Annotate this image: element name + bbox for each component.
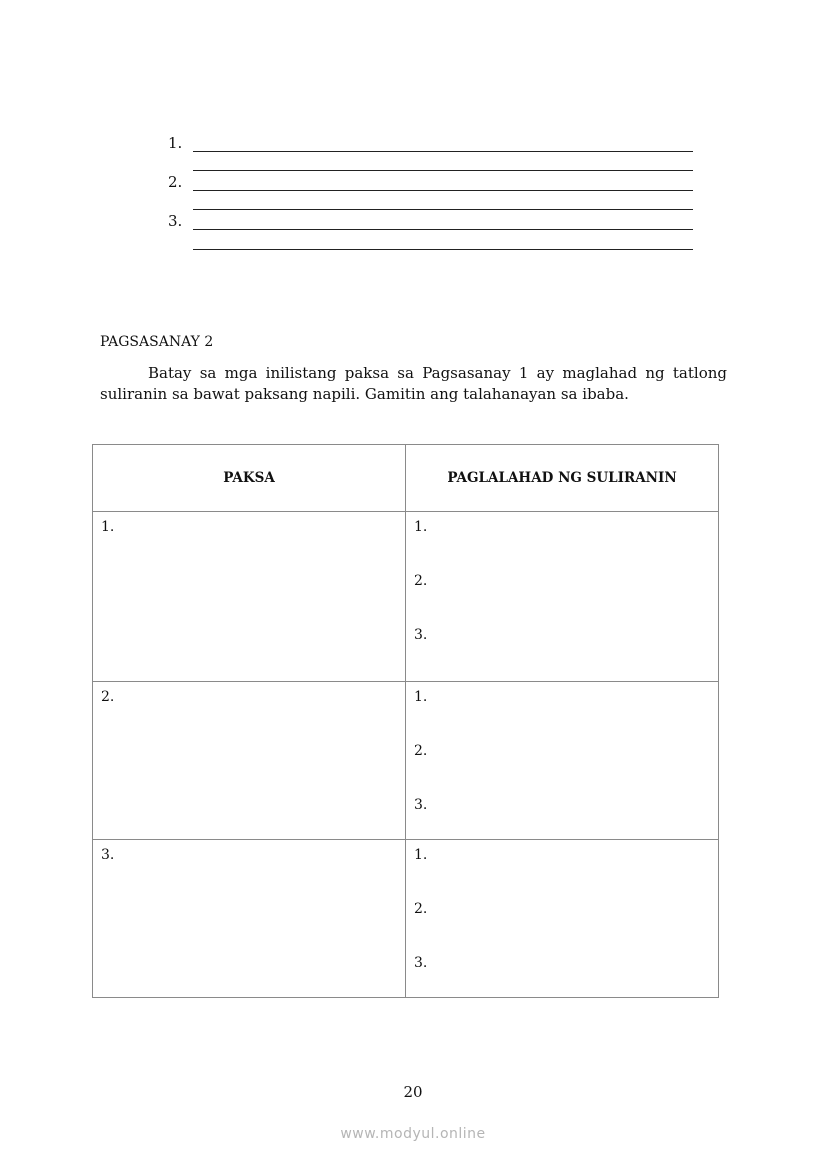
- paksa-cell[interactable]: [93, 840, 406, 998]
- answer-line-number: 2.: [168, 173, 183, 191]
- suliranin-number: 2.: [414, 573, 428, 589]
- table-row: [93, 840, 719, 998]
- table-row: [93, 682, 719, 840]
- paksa-suliranin-table: [92, 444, 719, 998]
- suliranin-cell[interactable]: [406, 512, 719, 682]
- answer-line-number: 1.: [168, 134, 183, 152]
- suliranin-cell[interactable]: [406, 682, 719, 840]
- page-number: 20: [403, 1083, 423, 1101]
- suliranin-number: 3.: [414, 955, 428, 971]
- suliranin-number: 2.: [414, 743, 428, 759]
- answer-line[interactable]: [193, 170, 693, 171]
- paksa-cell[interactable]: [93, 512, 406, 682]
- paksa-number: 2.: [101, 689, 115, 705]
- header-paksa: PAKSA: [93, 445, 406, 512]
- answer-line[interactable]: [193, 209, 693, 210]
- answer-line[interactable]: [193, 190, 693, 191]
- suliranin-number: 3.: [414, 627, 428, 643]
- section-title: PAGSASANAY 2: [100, 334, 214, 350]
- answer-line-number: 3.: [168, 212, 183, 230]
- header-paglalahad: PAGLALAHAD NG SULIRANIN: [406, 445, 719, 512]
- paksa-number: 1.: [101, 519, 115, 535]
- table-row: [93, 512, 719, 682]
- answer-line[interactable]: [193, 229, 693, 230]
- paksa-cell[interactable]: [93, 682, 406, 840]
- suliranin-number: 2.: [414, 901, 428, 917]
- suliranin-number: 3.: [414, 797, 428, 813]
- answer-line[interactable]: [193, 151, 693, 152]
- suliranin-number: 1.: [414, 847, 428, 863]
- instructions-paragraph: Batay sa mga inilistang paksa sa Pagsasanay 1 ay maglahad ng tatlong suliranin sa bawat paksang napili. Gamitin ang talahanayan sa ibaba.: [100, 364, 727, 403]
- suliranin-cell[interactable]: [406, 840, 719, 998]
- watermark-text: www.modyul.online: [340, 1126, 486, 1142]
- table-header-row: [93, 445, 719, 512]
- answer-line[interactable]: [193, 249, 693, 250]
- paksa-number: 3.: [101, 847, 115, 863]
- suliranin-number: 1.: [414, 519, 428, 535]
- suliranin-number: 1.: [414, 689, 428, 705]
